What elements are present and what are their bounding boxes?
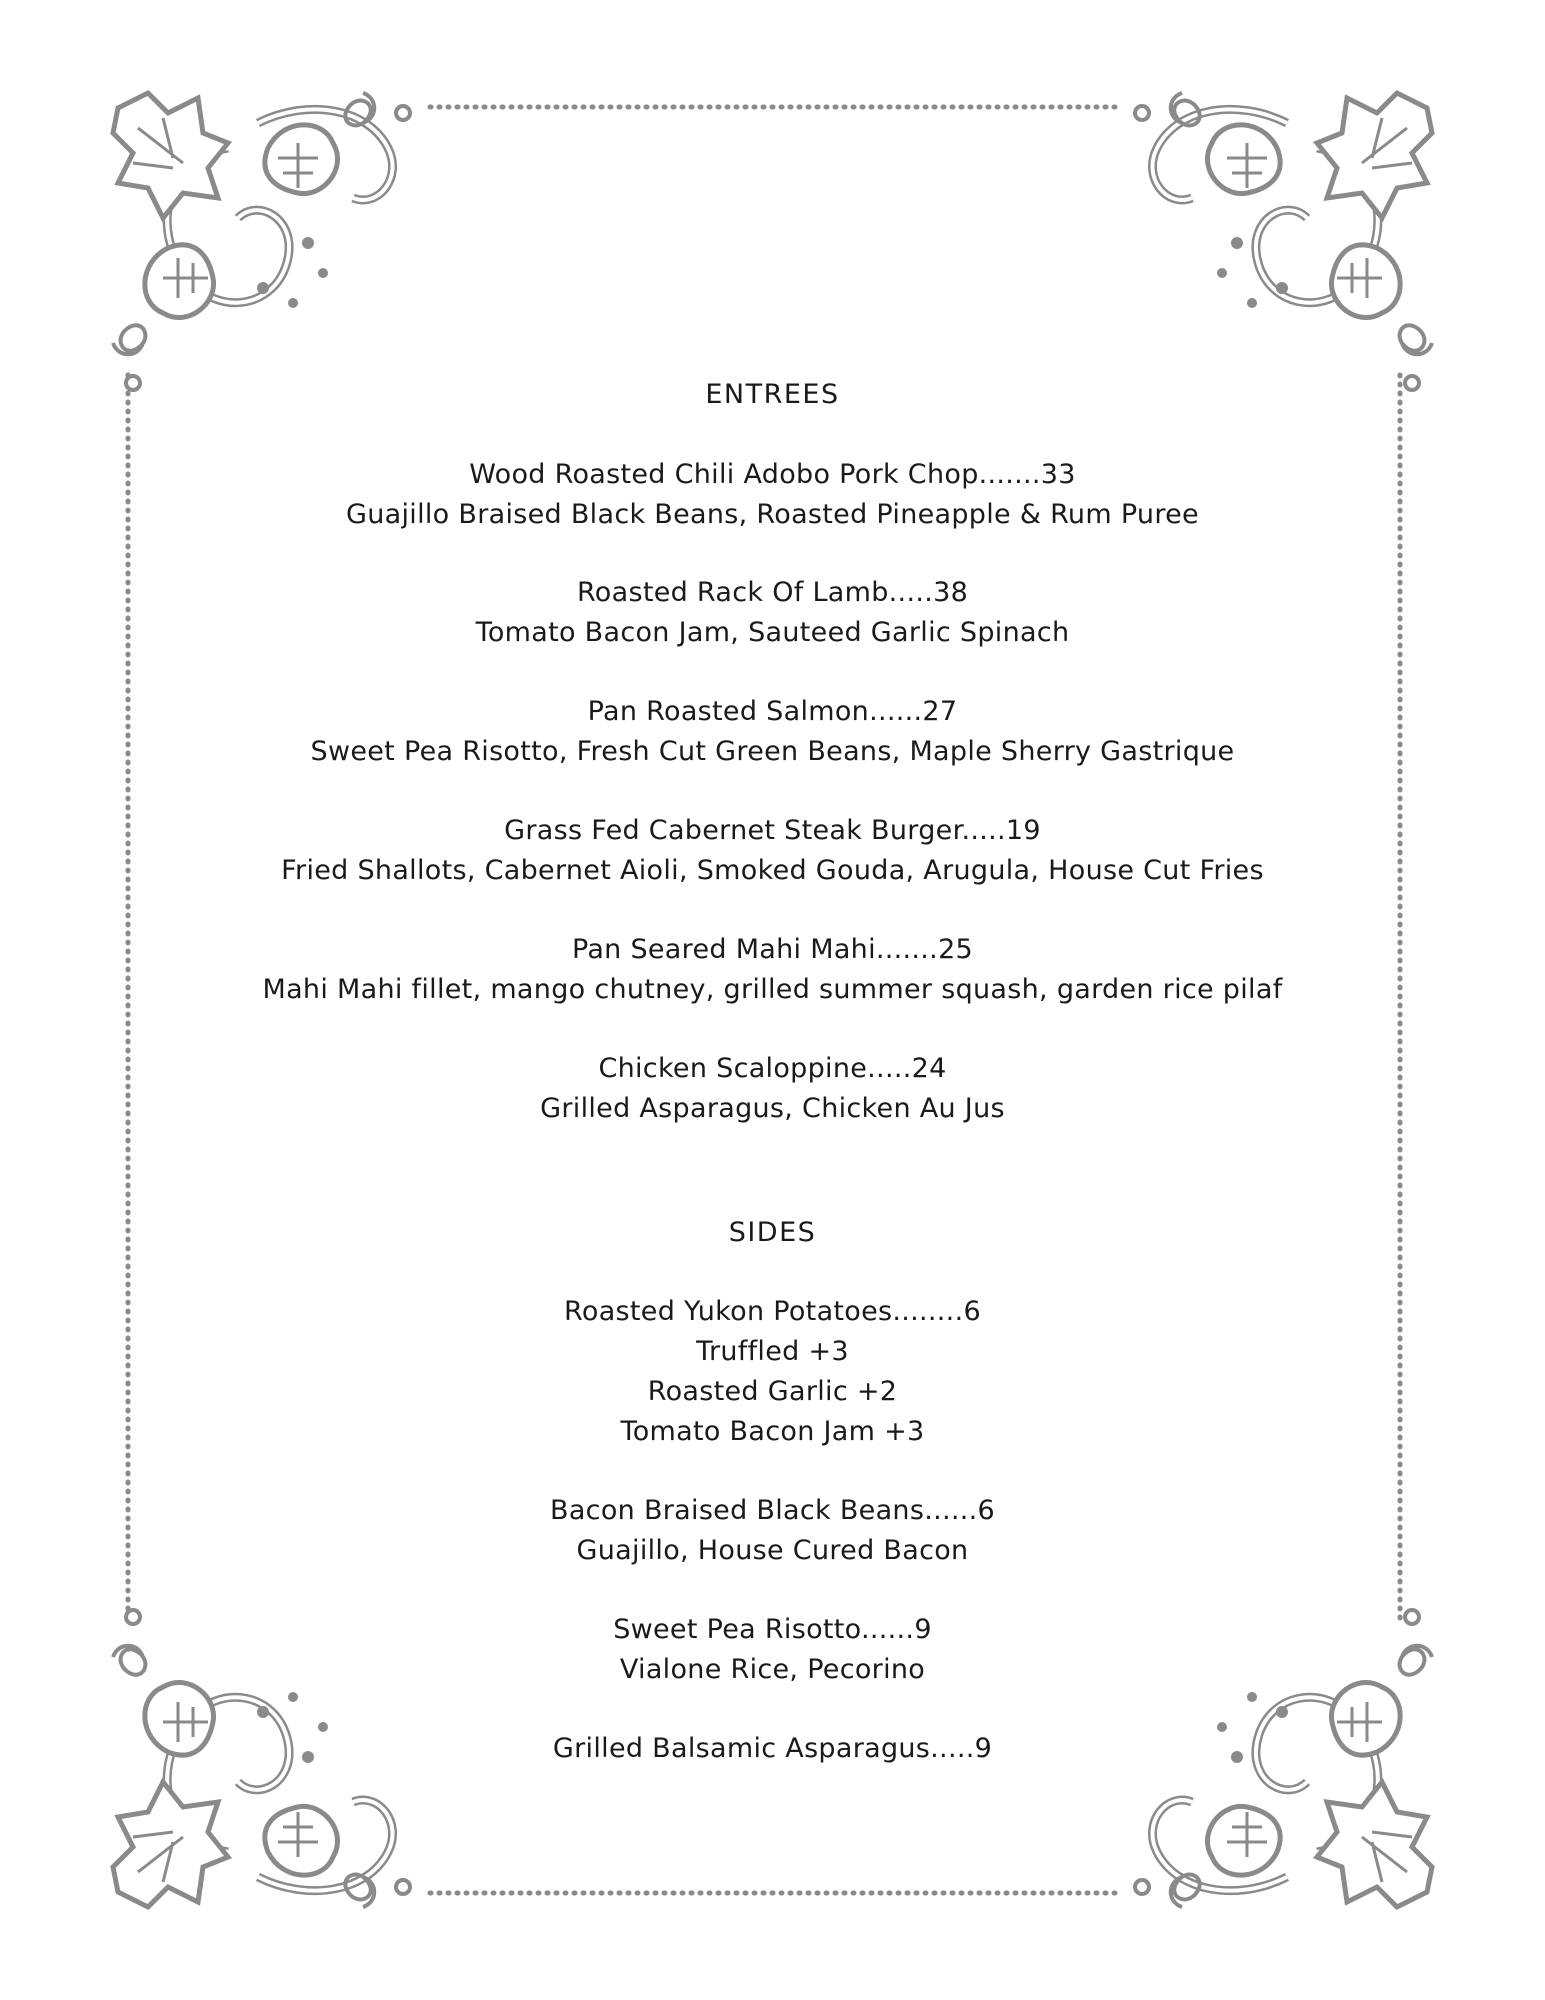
entree-description: Grilled Asparagus, Chicken Au Jus	[540, 1093, 1005, 1124]
corner-ornament-icon	[113, 93, 410, 390]
sides-heading: SIDES	[728, 1217, 817, 1248]
entree-description: Guajillo Braised Black Beans, Roasted Pineapple & Rum Puree	[346, 499, 1199, 530]
side-name: Roasted Yukon Potatoes........6	[564, 1296, 981, 1327]
entree-name: Pan Roasted Salmon......27	[587, 696, 958, 727]
side-name: Bacon Braised Black Beans......6	[550, 1495, 995, 1526]
side-description: Vialone Rice, Pecorino	[619, 1654, 926, 1685]
side-option: Roasted Garlic +2	[647, 1376, 898, 1407]
entree-name: Chicken Scaloppine.....24	[598, 1053, 947, 1084]
entree-name: Roasted Rack Of Lamb.....38	[576, 577, 969, 608]
side-option: Tomato Bacon Jam +3	[620, 1416, 925, 1447]
entree-description: Mahi Mahi fillet, mango chutney, grilled summer squash, garden rice pilaf	[262, 974, 1283, 1005]
entree-description: Tomato Bacon Jam, Sauteed Garlic Spinach	[475, 617, 1070, 648]
side-option: Truffled +3	[696, 1336, 849, 1367]
side-name: Grilled Balsamic Asparagus.....9	[552, 1733, 993, 1764]
entree-name: Wood Roasted Chili Adobo Pork Chop.......33	[469, 459, 1076, 490]
entree-description: Fried Shallots, Cabernet Aioli, Smoked Gouda, Arugula, House Cut Fries	[281, 855, 1264, 886]
side-description: Guajillo, House Cured Bacon	[576, 1535, 969, 1566]
corner-ornament-icon	[1135, 93, 1432, 390]
entree-description: Sweet Pea Risotto, Fresh Cut Green Beans, Maple Sherry Gastrique	[310, 736, 1235, 767]
entree-name: Pan Seared Mahi Mahi.......25	[571, 934, 974, 965]
entrees-heading: ENTREES	[705, 379, 840, 410]
side-name: Sweet Pea Risotto......9	[613, 1614, 932, 1645]
entree-name: Grass Fed Cabernet Steak Burger.....19	[504, 815, 1041, 846]
